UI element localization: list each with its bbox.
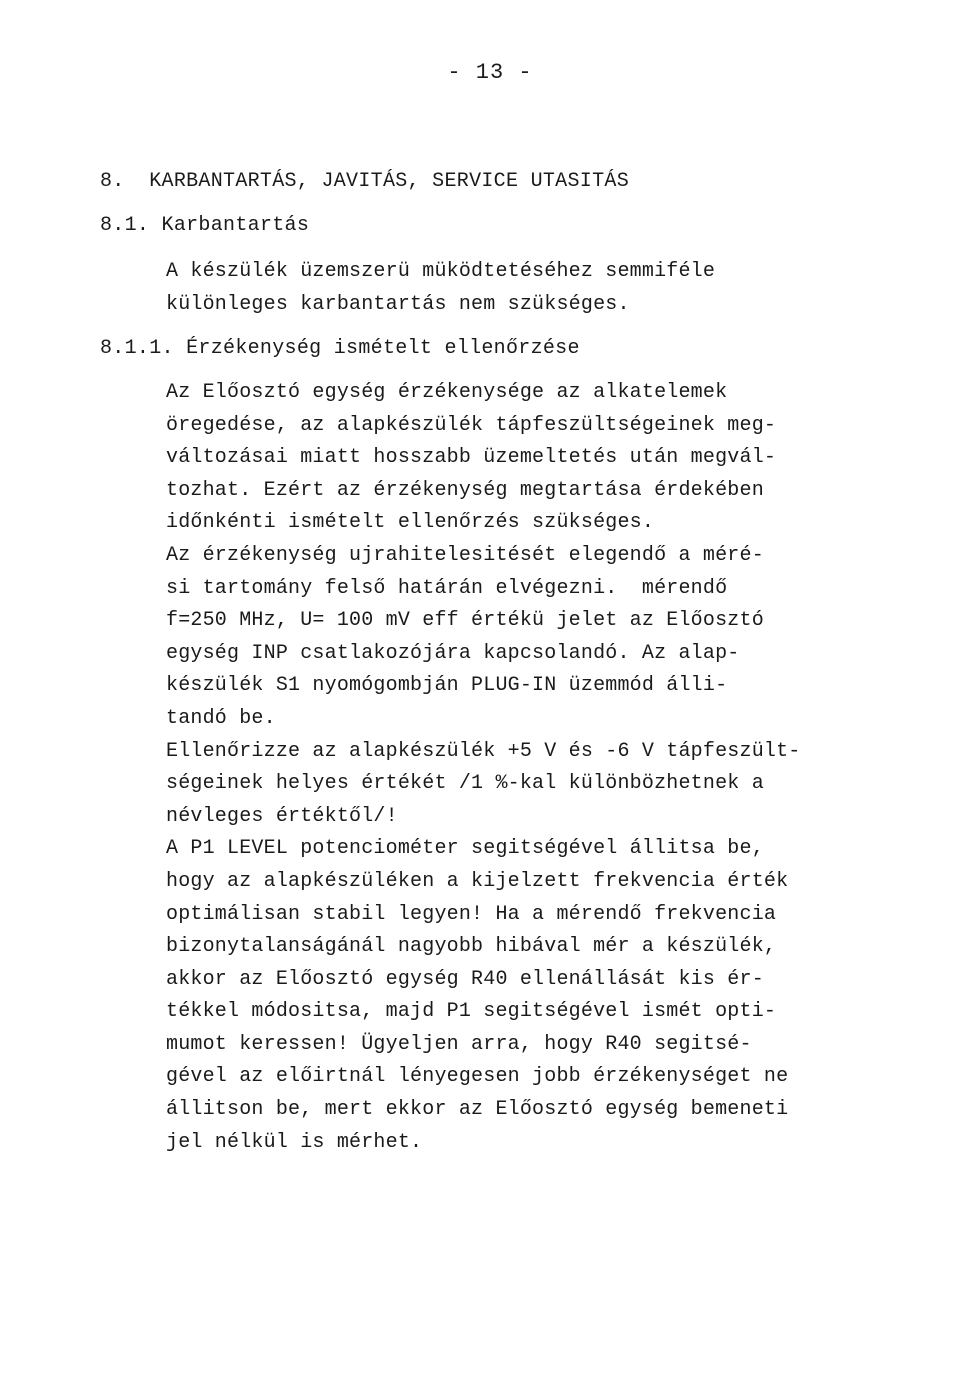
page-number: - 13 - bbox=[447, 60, 533, 85]
text-line: tékkel módositsa, majd P1 segitségével ismét opti- bbox=[166, 1000, 777, 1024]
text-line: állitson be, mert ekkor az Előosztó egység bemeneti bbox=[166, 1098, 789, 1122]
text-line: A készülék üzemszerü müködtetéséhez semmiféle bbox=[166, 260, 716, 283]
text-line: gével az előirtnál lényegesen jobb érzékenységet ne bbox=[166, 1065, 789, 1089]
text-line: tozhat. Ezért az érzékenység megtartása érdekében bbox=[166, 478, 764, 502]
text-line: akkor az Előosztó egység R40 ellenállását kis ér- bbox=[166, 967, 764, 991]
text-line: jel nélkül is mérhet. bbox=[166, 1130, 423, 1154]
text-line: egység INP csatlakozójára kapcsolandó. Az alap- bbox=[166, 641, 740, 665]
intro-paragraph bbox=[166, 256, 846, 321]
text-line: tandó be. bbox=[166, 706, 276, 730]
section-title: KARBANTARTÁS, JAVITÁS, SERVICE UTASITÁS bbox=[149, 170, 629, 193]
text-line: Ellenőrizze az alapkészülék +5 V és -6 V tápfeszült- bbox=[166, 739, 801, 763]
text-line: névleges értéktől/! bbox=[166, 804, 398, 828]
text-line: különleges karbantartás nem szükséges. bbox=[166, 292, 630, 316]
subsubsection-heading bbox=[100, 337, 580, 360]
text-line: időnkénti ismételt ellenőrzés szükséges. bbox=[166, 511, 655, 535]
text-line: változásai miatt hosszabb üzemeltetés után megvál- bbox=[166, 446, 777, 470]
text-line: mumot keressen! Ügyeljen arra, hogy R40 segitsé- bbox=[166, 1032, 752, 1056]
subsection-title: Karbantartás bbox=[161, 214, 310, 237]
section-heading bbox=[100, 170, 629, 193]
text-line: si tartomány felső határán elvégezni. mérendő bbox=[166, 576, 728, 600]
subsection-number: 8.1. bbox=[100, 214, 150, 237]
text-line: A P1 LEVEL potenciométer segitségével állitsa be, bbox=[166, 837, 764, 861]
section-number: 8. bbox=[100, 170, 125, 193]
text-line: f=250 MHz, U= 100 mV eff értékü jelet az Előosztó bbox=[166, 609, 764, 633]
subsubsection-number: 8.1.1. bbox=[100, 337, 174, 360]
text-line: öregedése, az alapkészülék tápfeszültségeinek meg- bbox=[166, 413, 777, 437]
text-line: hogy az alapkészüléken a kijelzett frekvencia érték bbox=[166, 869, 789, 893]
subsubsection-title: Érzékenység ismételt ellenőrzése bbox=[186, 337, 580, 360]
text-line: Az Előosztó egység érzékenysége az alkatelemek bbox=[166, 381, 728, 404]
body-paragraph bbox=[166, 377, 846, 1159]
subsection-heading bbox=[100, 214, 309, 237]
text-line: optimálisan stabil legyen! Ha a mérendő frekvencia bbox=[166, 902, 777, 926]
text-line: Az érzékenység ujrahitelesitését elegendő a méré- bbox=[166, 543, 764, 567]
text-line: bizonytalanságánál nagyobb hibával mér a készülék, bbox=[166, 935, 777, 959]
text-line: ségeinek helyes értékét /1 %-kal különbözhetnek a bbox=[166, 772, 764, 796]
text-line: készülék S1 nyomógombján PLUG-IN üzemmód álli- bbox=[166, 674, 728, 698]
